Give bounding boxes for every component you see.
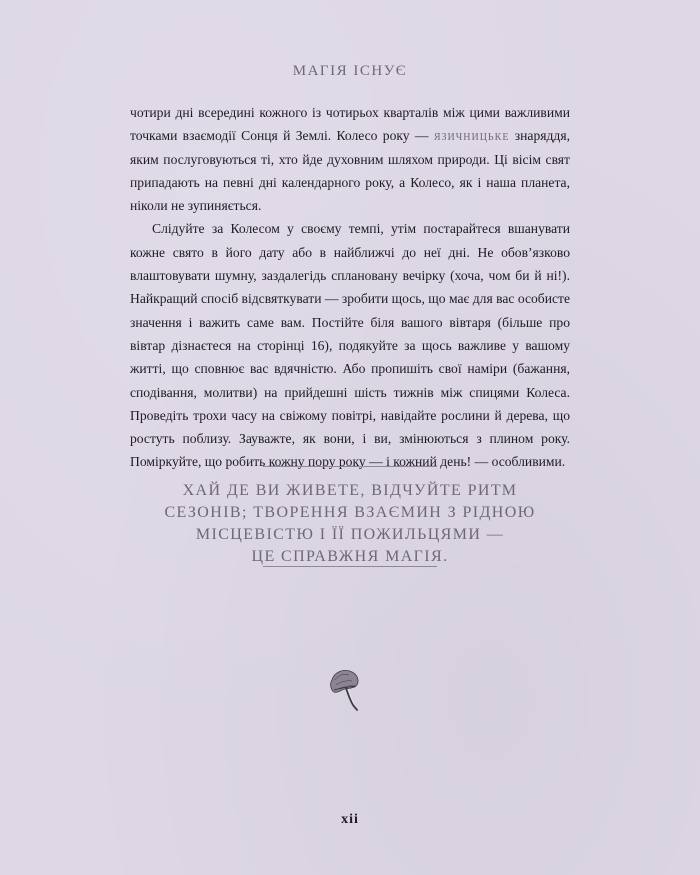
- pullquote-line-2: СЕЗОНІВ; ТВОРЕННЯ ВЗАЄМИН З РІДНОЮ: [164, 504, 536, 521]
- body-text: [130, 101, 570, 474]
- pullquote-line-4: ЦЕ СПРАВЖНЯ МАГІЯ.: [251, 548, 449, 565]
- pullquote: [150, 480, 550, 568]
- pullquote-line-3: МІСЦЕВІСТЮ І ЇЇ ПОЖИЛЬЦЯМИ —: [195, 526, 505, 543]
- pullquote-bottom-rule: [263, 566, 437, 567]
- paragraph-1-text-a: чотири дні всередині кожного із чотирьох кварталів між цими важливими точками взаємодії Сонця й Землі. Колесо року —: [130, 105, 570, 144]
- running-head: МАГІЯ ІСНУЄ: [292, 63, 408, 79]
- page-number: xii: [341, 812, 359, 827]
- paragraph-1: [130, 101, 570, 217]
- pullquote-top-rule: [263, 466, 437, 467]
- paragraph-2: Слідуйте за Колесом у своєму темпі, утім постарайтеся вшанувати кожне свято в його дату або в найближчі до неї дні. Не обов’язково влаштовувати шумну, заздалегідь сплановану вечірку (хоча, чом би й ні!). Найкращий спосіб відсвяткувати — зробити щось, що має для вас особисте значення і важить саме вам. Постійте біля вашого вівтаря (більше про вівтар дізнаєтеся на сторінці 16), подякуйте за щось важливе у вашому житті, що сповнює вас вдячністю. Або пропишіть свої наміри (бажання, сподівання, молитви) на прийдешні шість тижнів між спицями Колеса. Проведіть трохи часу на свіжому повітрі, навідайте рослини й дерева, що ростуть поблизу. Зауважте, як вони, і ви, змінюються з плином року. Поміркуйте, що робить кожну пору року — і кожний день! — особливими.: [130, 221, 570, 470]
- paragraph-1-text-b: знаряддя, яким послуговуються ті, хто йде духовним шляхом природи. Ці вісім свят припадають на певні дні календарного року, а Колесо, як і наша планета, ніколи не зупиняється.: [130, 128, 570, 214]
- decorative-word: язичницьке: [433, 128, 510, 144]
- mushroom-icon: [326, 666, 366, 712]
- pullquote-line-1: ХАЙ ДЕ ВИ ЖИВЕТЕ, ВІДЧУЙТЕ РИТМ: [182, 482, 518, 499]
